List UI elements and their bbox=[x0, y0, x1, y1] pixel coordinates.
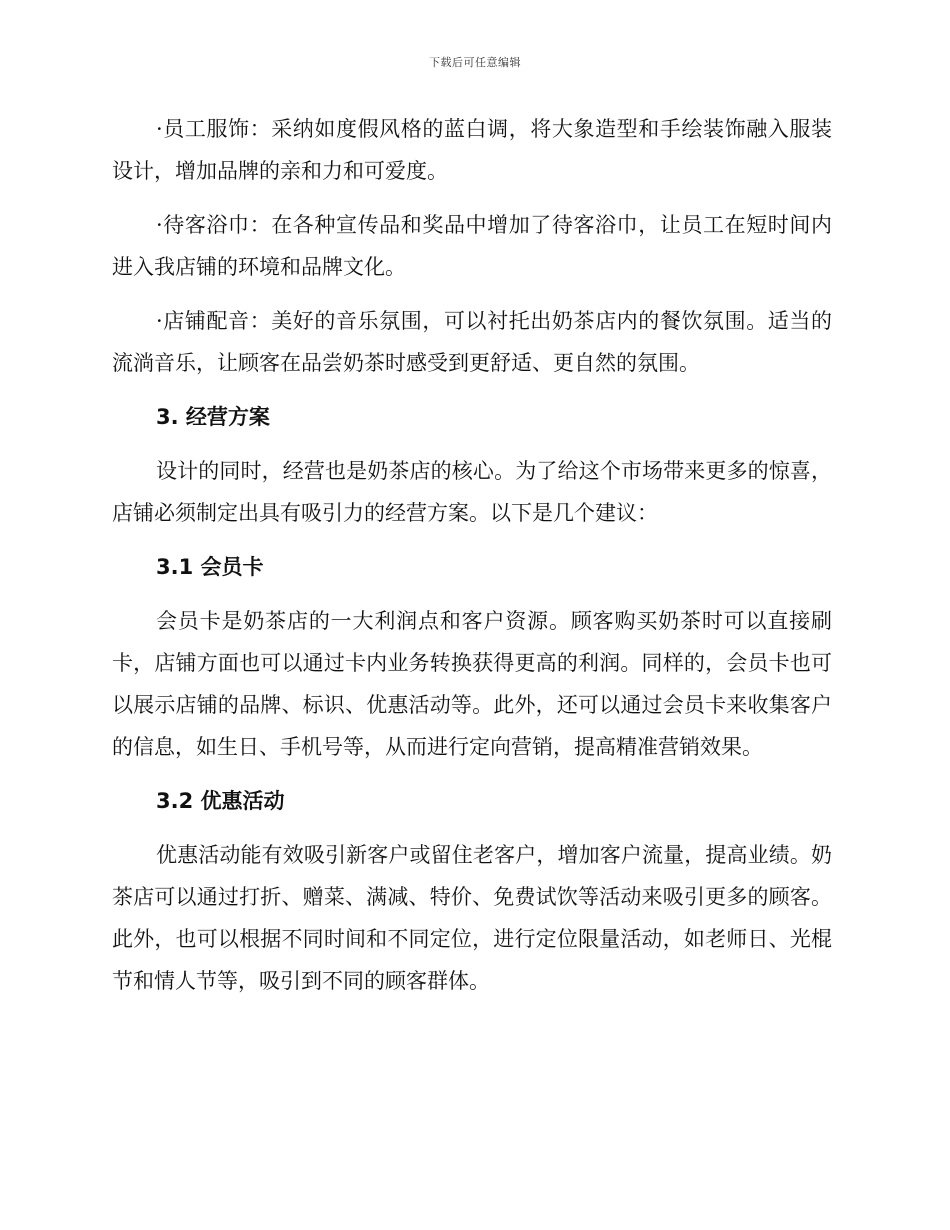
bullet-guest-towel: ·待客浴巾：在各种宣传品和奖品中增加了待客浴巾，让员工在短时间内进入我店铺的环境和品牌文化。 bbox=[112, 213, 832, 279]
paragraph-membership-card: 会员卡是奶茶店的一大利润点和客户资源。顾客购买奶茶时可以直接刷卡，店铺方面也可以通过卡内业务转换获得更高的利润。同样的，会员卡也可以展示店铺的品牌、标识、优惠活动等。此外，还可以通过会员卡来收集客户的信息，如生日、手机号等，从而进行定向营销，提高精准营销效果。 bbox=[112, 609, 832, 759]
document-body bbox=[112, 108, 832, 1014]
paragraph-operation-intro: 设计的同时，经营也是奶茶店的核心。为了给这个市场带来更多的惊喜，店铺必须制定出具有吸引力的经营方案。以下是几个建议： bbox=[112, 459, 832, 525]
subsection-heading-membership-card: 3.1 会员卡 bbox=[156, 555, 264, 579]
paragraph-promotions: 优惠活动能有效吸引新客户或留住老客户，增加客户流量，提高业绩。奶茶店可以通过打折、赠菜、满减、特价、免费试饮等活动来吸引更多的顾客。此外，也可以根据不同时间和不同定位，进行定位限量活动，如老师日、光棍节和情人节等，吸引到不同的顾客群体。 bbox=[112, 843, 832, 993]
bullet-staff-uniform: ·员工服饰：采纳如度假风格的蓝白调，将大象造型和手绘装饰融入服装设计，增加品牌的亲和力和可爱度。 bbox=[112, 117, 832, 183]
section-heading-operation-plan: 3. 经营方案 bbox=[156, 405, 270, 429]
subsection-heading-promotions: 3.2 优惠活动 bbox=[156, 789, 285, 813]
bullet-store-music: ·店铺配音：美好的音乐氛围，可以衬托出奶茶店内的餐饮氛围。适当的流淌音乐，让顾客在品尝奶茶时感受到更舒适、更自然的氛围。 bbox=[112, 309, 832, 375]
page-header: 下载后可任意编辑 bbox=[429, 56, 521, 69]
